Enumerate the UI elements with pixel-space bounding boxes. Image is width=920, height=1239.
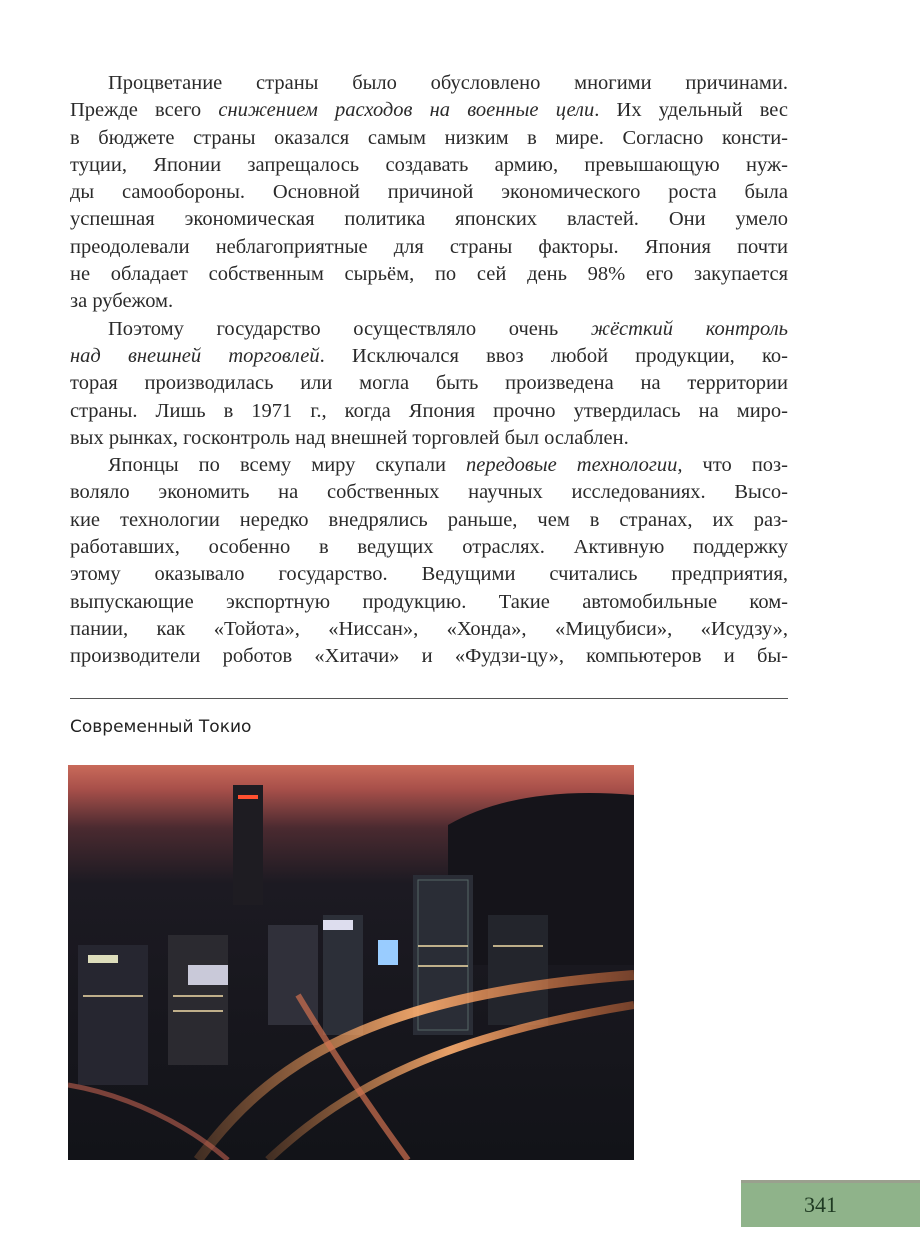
- page-number-tab: [741, 1180, 920, 1227]
- text-line: [70, 479, 788, 506]
- text-line: [70, 261, 788, 288]
- text-line: [70, 97, 788, 124]
- text-line: [70, 561, 788, 588]
- text-segment: работавших, особенно в ведущих отраслях. Активную поддержку: [70, 536, 788, 559]
- emphasis-text: жёсткий контроль: [590, 317, 789, 340]
- text-segment: этому оказывало государство. Ведущими считались предприятия,: [70, 563, 788, 586]
- text-line: [70, 643, 788, 670]
- text-line: [70, 179, 788, 206]
- emphasis-text: передовые технологии,: [466, 454, 683, 477]
- text-line: [70, 507, 788, 534]
- text-line: [70, 316, 788, 343]
- text-line: [70, 152, 788, 179]
- text-segment: . Их удельный вес: [594, 99, 788, 122]
- text-segment: пании, как «Тойота», «Ниссан», «Хонда», «Мицубиси», «Исудзу»,: [70, 617, 788, 640]
- text-segment: выпускающие экспортную продукцию. Такие автомобильные ком-: [70, 590, 788, 613]
- text-segment: вых рынках, госконтроль над внешней торговлей был ослаблен.: [70, 426, 629, 449]
- figure-caption: Современный Токио: [70, 717, 252, 737]
- text-segment: Процветание страны было обусловлено многими причинами.: [108, 72, 788, 94]
- text-segment: Поэтому государство осуществляло очень: [108, 317, 591, 340]
- text-line: [70, 398, 788, 425]
- caption-divider: [70, 698, 788, 699]
- text-segment: за рубежом.: [70, 290, 174, 313]
- text-segment: Прежде всего: [70, 99, 219, 122]
- text-line: [70, 616, 788, 643]
- text-segment: преодолевали неблагоприятные для страны факторы. Япония почти: [70, 235, 788, 258]
- text-segment: воляло экономить на собственных научных исследованиях. Высо-: [70, 481, 788, 504]
- city-skyline-illustration: [68, 765, 634, 1160]
- text-line: [70, 452, 788, 479]
- text-line: [70, 589, 788, 616]
- text-line: [70, 234, 788, 261]
- text-line: [70, 288, 788, 315]
- text-line: [70, 534, 788, 561]
- body-text: [70, 70, 788, 671]
- emphasis-text: снижением расходов на военные цели: [218, 99, 595, 122]
- text-segment: ды самообороны. Основной причиной экономического роста была: [70, 181, 788, 204]
- text-line: [70, 343, 788, 370]
- tokyo-night-photo: [68, 765, 634, 1160]
- text-segment: производители роботов «Хитачи» и «Фудзи-цу», компьютеров и бы-: [70, 645, 788, 668]
- text-segment: кие технологии нередко внедрялись раньше, чем в странах, их раз-: [70, 508, 788, 531]
- emphasis-text: над внешней торговлей: [70, 344, 320, 367]
- text-segment: торая производилась или могла быть произведена на территории: [70, 372, 788, 395]
- text-segment: что поз-: [682, 454, 788, 477]
- text-line: [70, 370, 788, 397]
- text-line: [70, 70, 788, 97]
- text-line: [70, 206, 788, 233]
- text-line: [70, 125, 788, 152]
- text-segment: туции, Японии запрещалось создавать армию, превышающую нуж-: [70, 153, 788, 176]
- text-segment: не обладает собственным сырьём, по сей день 98% его закупается: [70, 263, 788, 286]
- text-segment: Японцы по всему миру скупали: [108, 454, 467, 477]
- page-number: 341: [804, 1192, 837, 1217]
- text-line: [70, 425, 788, 452]
- text-segment: в бюджете страны оказался самым низким в мире. Согласно консти-: [70, 126, 788, 149]
- text-segment: . Исключался ввоз любой продукции, ко-: [319, 344, 788, 367]
- text-segment: успешная экономическая политика японских властей. Они умело: [70, 208, 788, 231]
- text-segment: страны. Лишь в 1971 г., когда Япония прочно утвердилась на миро-: [70, 399, 788, 422]
